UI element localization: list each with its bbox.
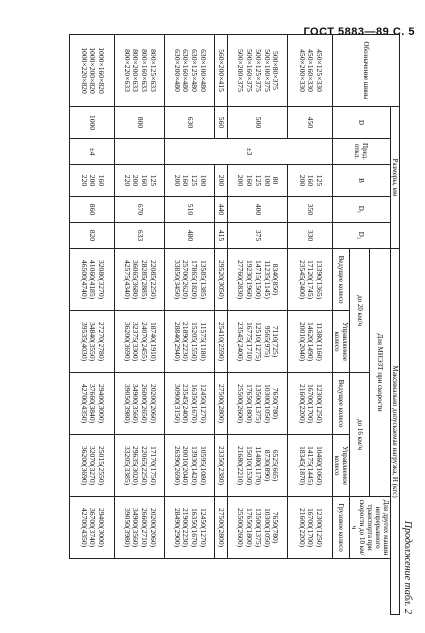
table-row <box>228 35 288 615</box>
cell-tolerance: ±3 <box>165 139 333 165</box>
cell-d2: 330 <box>288 223 333 249</box>
col-d2: D₂ <box>333 223 391 249</box>
cell-load: 20200(2060) 26600(2710) 34900(3560) 39050(3980) <box>115 497 165 559</box>
cell-d2: 480 <box>165 223 215 249</box>
col-load-wheel: Грузовое колесо <box>333 497 350 559</box>
rotated-table-block <box>10 34 412 614</box>
page-header: ГОСТ 5883—89 С. 5 <box>303 26 415 38</box>
cell-load: 18740(1910) 24070(2455) 32375(3300) 36200(3690) <box>115 311 165 373</box>
cell-load: 12300(1250) 16700(1700) 21600(2200) <box>288 497 333 559</box>
cell-load: 12450(1270) 16350(1670) 23545(2400) 30900(3150) <box>165 373 215 435</box>
col-d1: D₁ <box>333 197 391 223</box>
col-steer-20: Управляемое колесо <box>333 311 350 373</box>
cell-load: 7650(780) 10300(1050) 13500(1375) 17650(1800) 25500(2600) <box>228 497 288 559</box>
cell-load: 7650(780) 10300(1050) 13500(1375) 17650(1800) 25500(2600) <box>228 373 288 435</box>
cell-designation: 1000×160×820 1000×200×820 1000×220×820 <box>70 35 115 107</box>
cell-load: 17170(1750) 22065(2250) 29635(3020) 33205(3385) <box>115 435 165 497</box>
cell-d1: 400 <box>228 197 288 223</box>
col-sizes-group: Размеры, мм <box>391 107 400 249</box>
cell-load: 27270(2780) 34840(3550) 39535(4030) <box>70 311 115 373</box>
cell-load: 12300(1250) 16700(1700) 21600(2200) <box>288 373 333 435</box>
cell-d: 560 <box>215 107 228 139</box>
cell-load: 32080(3270) 41060(4185) 46500(4740) <box>70 249 115 311</box>
cell-load: 23350(2380) <box>215 435 228 497</box>
col-designation: Обозначение шины <box>333 35 400 107</box>
table-row <box>288 35 333 615</box>
table-continuation-label: Продолжение табл. 2 <box>402 520 413 614</box>
cell-load: 13390(1365) 17120(1745) 23545(2400) <box>288 249 333 311</box>
cell-load: 13585(1385) 17865(1820) 25700(2620) 33850(3450) <box>165 249 215 311</box>
cell-load: 12450(1270) 16350(1670) 21900(2230) 28490(2900) <box>165 497 215 559</box>
cell-designation: 560×200×415 <box>215 35 228 107</box>
col-steer-16: Управляемое колесо <box>333 435 350 497</box>
col-speed20: до 20 км/ч <box>350 249 371 373</box>
cell-d2: 820 <box>70 223 115 249</box>
cell-d: 450 <box>288 107 333 139</box>
cell-d1: 510 <box>165 197 215 223</box>
cell-d2: 633 <box>115 223 165 249</box>
cell-load: 11380(1160) 14620(1490) 20010(2040) <box>288 311 333 373</box>
cell-d2: 415 <box>215 223 228 249</box>
col-b: B <box>333 165 391 197</box>
cell-load: 27500(2800) <box>215 497 228 559</box>
cell-designation: 800×125×633 800×160×633 800×200×633 800×220×633 <box>115 35 165 107</box>
col-tolerance: Пред. откл. <box>333 139 391 165</box>
cell-load: 29520(3050) <box>215 249 228 311</box>
table-row <box>215 35 228 615</box>
cell-load: 25410(2590) <box>215 311 228 373</box>
cell-designation: 450×125×330 450×160×330 450×200×330 <box>288 35 333 107</box>
cell-d: 1000 <box>70 107 115 139</box>
cell-b: 80 100 125 160 200 <box>228 165 288 197</box>
load-table <box>69 34 400 615</box>
cell-load: 6525(665) 8730(890) 11480(1170) 15010(1530) 21680(2210) <box>228 435 288 497</box>
cell-d1: 350 <box>288 197 333 223</box>
cell-load: 25015(2550) 32070(3270) 36200(3690) <box>70 435 115 497</box>
cell-load: 8340(850) 11235(1145) 14715(1500) 19230(1960) 27760(2830) <box>228 249 288 311</box>
cell-tolerance <box>115 139 165 165</box>
cell-b: 200 <box>215 165 228 197</box>
cell-b: 100 125 160 200 <box>165 165 215 197</box>
cell-load: 27500(2800) <box>215 373 228 435</box>
col-drive-16: Ведущее колесо <box>333 373 350 435</box>
cell-designation: 500×80×375 500×100×375 500×125×375 500×160×375 500×200×375 <box>228 35 288 107</box>
cell-d1: 670 <box>115 197 165 223</box>
col-d: D <box>333 107 391 139</box>
cell-load: 29400(3000) 37660(3840) 42700(4350) <box>70 373 115 435</box>
cell-b: 125 160 200 220 <box>115 165 165 197</box>
cell-d: 800 <box>115 107 165 139</box>
col-drive-20: Ведущее колесо <box>333 249 350 311</box>
cell-d2: 375 <box>228 223 288 249</box>
cell-designation: 630×100×480 630×125×480 630×160×480 630×200×480 <box>165 35 215 107</box>
col-mneszt: Для МНЭЗТ при скорости <box>370 249 391 497</box>
table-row <box>165 35 215 615</box>
cell-tolerance: ±4 <box>70 139 115 165</box>
cell-b: 125 160 200 <box>288 165 333 197</box>
cell-load: 20200(2060) 26000(2650) 34900(3560) 39050(3980) <box>115 373 165 435</box>
table-row <box>115 35 165 615</box>
col-other: Для других машин непрерывного транспорта при скорости до 10 км/ч <box>350 497 391 559</box>
cell-b: 160 200 220 <box>70 165 115 197</box>
cell-d1: 440 <box>215 197 228 223</box>
table-row <box>70 35 115 615</box>
col-load-group: Максимально допускаемая нагрузка, Н (кгс) <box>391 249 400 615</box>
cell-d: 630 <box>165 107 215 139</box>
cell-load: 10595(1080) 13930(1420) 20010(2040) 26390(2690) <box>165 435 215 497</box>
cell-load: 22085(2250) 28285(2885) 36065(3680) 42575(4340) <box>115 249 165 311</box>
cell-d: 500 <box>228 107 288 139</box>
cell-d1: 860 <box>70 197 115 223</box>
cell-load: 10460(1060) 14175(1445) 18345(1870) <box>288 435 333 497</box>
cell-load: 29400(3000) 36700(3740) 42700(4350) <box>70 497 115 559</box>
cell-load: 11575(1180) 15205(1550) 21890(2230) 28840(2940) <box>165 311 215 373</box>
col-speed16: до 16 км/ч <box>350 373 371 497</box>
cell-load: 7110(725) 9565(975) 12510(1275) 16775(1710) 23545(2400) <box>228 311 288 373</box>
